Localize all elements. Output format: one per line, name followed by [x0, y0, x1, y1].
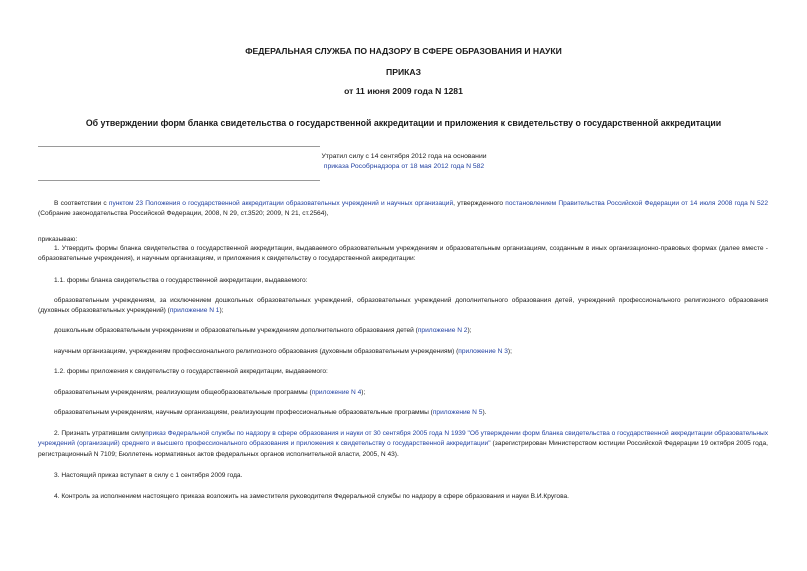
doc-type-heading: ПРИКАЗ: [386, 67, 421, 77]
validity-text: Утратил силу с 14 сентября 2012 года на основании: [321, 153, 487, 160]
subitem-b: дошкольным образовательным учреждениям и образовательным учреждениям дополнительного образования детей (приложение N 2);: [54, 327, 472, 334]
subitem-c: научным организациям, учреждениям профессионального религиозного образования (духовным образовательным учреждениям) (приложение N 3);: [54, 348, 512, 355]
subitem-e: образовательным учреждениям, научным организациям, реализующим профессиональные образовательные программы (приложение N 5).: [54, 409, 487, 416]
link-prilozhenie-1[interactable]: приложение N 1: [169, 307, 220, 315]
link-postanovlenie-522[interactable]: постановлением Правительства Российской Федерации от 14 июля 2008 года N 522: [505, 200, 768, 207]
subitem-d: образовательным учреждениям, реализующим общеобразовательные программы (приложение N 4);: [54, 389, 366, 396]
agency-heading: ФЕДЕРАЛЬНАЯ СЛУЖБА ПО НАДЗОРУ В СФЕРЕ ОБРАЗОВАНИЯ И НАУКИ: [245, 46, 562, 56]
validity-note: [312, 152, 496, 172]
link-prilozhenie-2[interactable]: приложение N 2: [417, 327, 468, 334]
divider-top: [38, 146, 320, 147]
divider-bottom: [38, 180, 320, 181]
link-prilozhenie-4[interactable]: приложение N 4: [311, 389, 362, 396]
link-prilozhenie-5[interactable]: приложение N 5: [432, 409, 483, 416]
doc-date-heading: от 11 июня 2009 года N 1281: [344, 86, 463, 96]
item-1: 1. Утвердить формы бланка свидетельства о государственной аккредитации, выдаваемого образовательным учреждениям и образовательным организациям, созданным в иных организационно-правовых формах (далее вместе - образовательные учреждения), и научным организациям, и приложения к свидетельству о государственной аккредитации:: [38, 245, 768, 263]
item-2: 2. Признать утратившим силуприказ Федеральной службы по надзору в сфере образования и науки от 30 сентября 2005 года N 1939 "Об утверждении форм бланка свидетельства о государственной аккредитации образовательных учреждений (организаций) среднего и высшего профессионального образования и приложения к свидетельству о государственной аккредитации" (зарегистрирован Министерством юстиции Российской Федерации 19 октября 2005 года, регистрационный N 7109; Бюллетень нормативных актов федеральных органов исполнительной власти, 2005, N 43).: [38, 430, 769, 458]
prikazyvayu: приказываю:: [38, 236, 78, 243]
link-prilozhenie-3[interactable]: приложение N 3: [458, 348, 508, 355]
doc-title: Об утверждении форм бланка свидетельства о государственной аккредитации и приложения к свидетельству о государственной аккредитации: [85, 118, 722, 128]
preamble-paragraph: В соответствии с пунктом 23 Положения о государственной аккредитации образовательных учреждений и научных организаций, утвержденного постановлением Правительства Российской Федерации от 14 июля 2008 года N 522 (Собрание законодательства Российской Федерации, 2008, N 29, ст.3520; 2009, N 21, ст.2564),: [38, 200, 768, 218]
item-4: 4. Контроль за исполнением настоящего приказа возложить на заместителя руководителя Федеральной службы по надзору в сфере образования и науки В.И.Кругова.: [54, 493, 569, 500]
link-punkt-23[interactable]: пунктом 23 Положения о государственной аккредитации образовательных учреждений и научных организаций: [108, 200, 454, 207]
item-3: 3. Настоящий приказ вступает в силу с 1 сентября 2009 года.: [54, 472, 243, 479]
item-1-1: 1.1. формы бланка свидетельства о государственной аккредитации, выдаваемого:: [54, 277, 308, 284]
item-1-2: 1.2. формы приложения к свидетельству о государственной аккредитации, выдаваемого:: [54, 368, 328, 375]
link-prikaz-1939[interactable]: приказ Федеральной службы по надзору в сфере образования и науки от 30 сентября 2005 года N 1939 "Об утверждении форм бланка свидетельства о государственной аккредитации образовательных учреждений (организаций) среднего и высшего профессионального образования и приложения к свидетельству о государственной аккредитации": [38, 430, 769, 448]
subitem-a: образовательным учреждениям, за исключением дошкольных образовательных учреждений, образовательных учреждений дополнительного образования детей, учреждений профессионального религиозного образования (духовных образовательных учреждений) (приложение N 1);: [38, 297, 768, 315]
validity-link[interactable]: приказа Рособрнадзора от 18 мая 2012 года N 582: [323, 163, 485, 170]
